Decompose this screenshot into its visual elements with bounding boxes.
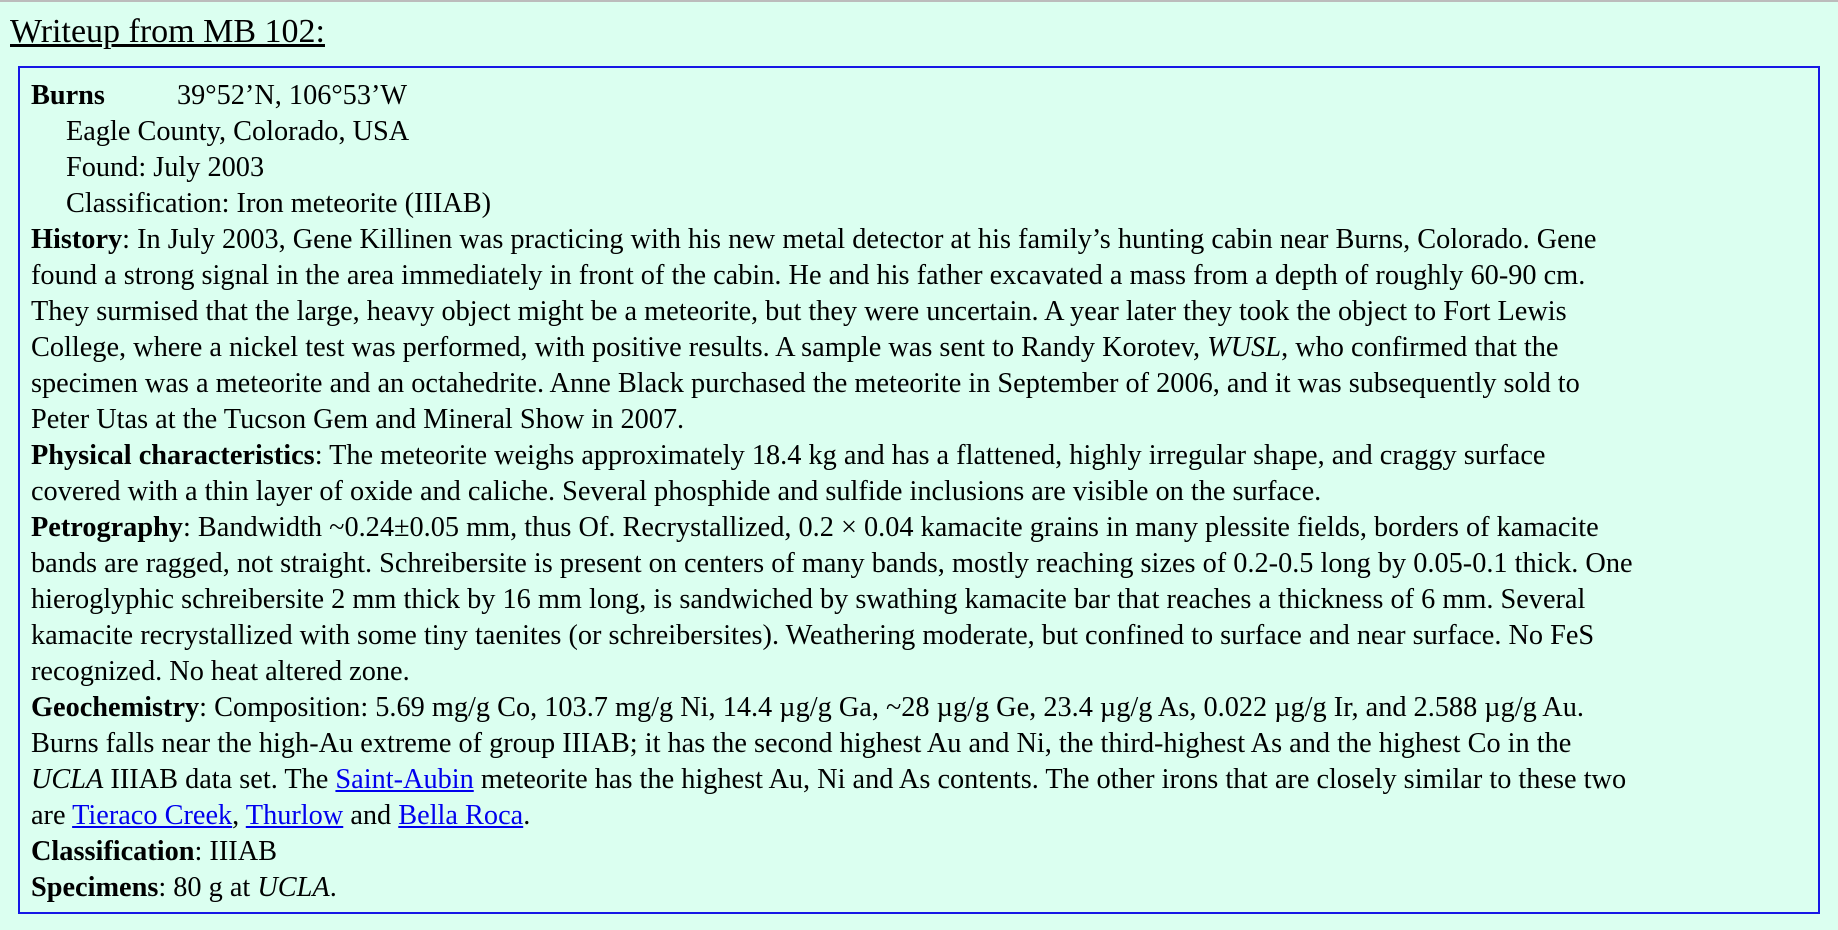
geochemistry-line-1: [31, 690, 1818, 726]
physical-text-1: : The meteorite weighs approximately 18.4 kg and has a flattened, highly irregular shape, and craggy surface: [314, 440, 1546, 471]
thurlow-link[interactable]: Thurlow: [245, 800, 344, 831]
petrography-line-3: hieroglyphic schreibersite 2 mm thick by 16 mm long, is sandwiched by swathing kamacite bar that reaches a thickness of 6 mm. Several: [31, 584, 1586, 615]
geochemistry-line-3: [31, 762, 1818, 798]
history-text-4b: , who confirmed that the: [1281, 332, 1559, 363]
history-text-4a: College, where a nickel test was performed, with positive results. A sample was sent to Randy Korotev,: [31, 332, 1208, 363]
petrography-label: Petrography: [31, 512, 183, 543]
history-line-6: Peter Utas at the Tucson Gem and Mineral Show in 2007.: [31, 404, 685, 435]
bella-roca-link[interactable]: Bella Roca: [398, 800, 524, 831]
petrography-text-1: : Bandwidth ~0.24±0.05 mm, thus Of. Recrystallized, 0.2 × 0.04 kamacite grains in many plessite fields, borders of kamacite: [182, 512, 1599, 543]
classification-summary: Classification: Iron meteorite (IIIAB): [66, 188, 492, 219]
geochemistry-line-2: Burns falls near the high-Au extreme of group IIIAB; it has the second highest Au and Ni, the third-highest As and the highest Co in the: [31, 728, 1572, 759]
specimens-end: .: [329, 872, 337, 903]
entry-title-line: [31, 78, 1818, 114]
location: Eagle County, Colorado, USA: [66, 116, 410, 147]
specimens-label: Specimens: [31, 872, 159, 903]
physical-label: Physical characteristics: [31, 440, 315, 471]
geochemistry-end: .: [523, 800, 531, 831]
history-line-2: found a strong signal in the area immediately in front of the cabin. He and his father excavated a mass from a depth of roughly 60-90 cm.: [31, 260, 1586, 291]
geochemistry-text-3a: IIIAB data set. The: [103, 764, 336, 795]
specimens-institution: UCLA: [257, 872, 330, 903]
classification-value: : IIIAB: [194, 836, 278, 867]
classification-line: [31, 834, 1818, 870]
history-text-1: : In July 2003, Gene Killinen was practicing with his new metal detector at his family’s hunting cabin near Burns, Colorado. Gene: [122, 224, 1597, 255]
geochemistry-label: Geochemistry: [31, 692, 200, 723]
ucla-institution: UCLA: [31, 764, 104, 795]
history-line-3: They surmised that the large, heavy object might be a meteorite, but they were uncertain. A year later they took the object to Fort Lewis: [31, 296, 1567, 327]
history-line-1: [31, 222, 1818, 258]
specimens-value: : 80 g at: [158, 872, 258, 903]
geochemistry-text-3b: meteorite has the highest Au, Ni and As contents. The other irons that are closely similar to these two: [473, 764, 1627, 795]
tieraco-creek-link[interactable]: Tieraco Creek: [72, 800, 233, 831]
specimens-line: [31, 870, 1818, 906]
history-label: History: [31, 224, 123, 255]
classification-label: Classification: [31, 836, 195, 867]
geochemistry-line-4: [31, 798, 1818, 834]
petrography-line-1: [31, 510, 1818, 546]
saint-aubin-link[interactable]: Saint-Aubin: [335, 764, 474, 795]
geochemistry-text-1: : Composition: 5.69 mg/g Co, 103.7 mg/g Ni, 14.4 µg/g Ga, ~28 µg/g Ge, 23.4 µg/g As, 0.022 µg/g Ir, and 2.588 µg/g Au.: [199, 692, 1584, 723]
found-date: Found: July 2003: [66, 152, 265, 183]
coordinates: 39°52’N, 106°53’W: [177, 80, 408, 111]
page-heading: Writeup from MB 102:: [10, 13, 325, 50]
geochemistry-sep-1: ,: [232, 800, 246, 831]
petrography-line-2: bands are ragged, not straight. Schreibersite is present on centers of many bands, mostly reaching sizes of 0.2-0.5 long by 0.05-0.1 thick. One: [31, 548, 1633, 579]
history-line-5: specimen was a meteorite and an octahedrite. Anne Black purchased the meteorite in September of 2006, and it was subsequently sold to: [31, 368, 1580, 399]
petrography-line-5: recognized. No heat altered zone.: [31, 656, 410, 687]
meteorite-name: Burns: [31, 80, 105, 111]
wusl-institution: WUSL: [1207, 332, 1282, 363]
petrography-line-4: kamacite recrystallized with some tiny taenites (or schreibersites). Weathering moderate, but confined to surface and near surface. No FeS: [31, 620, 1595, 651]
geochemistry-text-4a: are: [31, 800, 73, 831]
geochemistry-sep-2: and: [343, 800, 399, 831]
history-line-4: [31, 330, 1818, 366]
physical-line-2: covered with a thin layer of oxide and caliche. Several phosphide and sulfide inclusions are visible on the surface.: [31, 476, 1322, 507]
physical-line-1: [31, 438, 1818, 474]
writeup-box: [18, 66, 1820, 914]
